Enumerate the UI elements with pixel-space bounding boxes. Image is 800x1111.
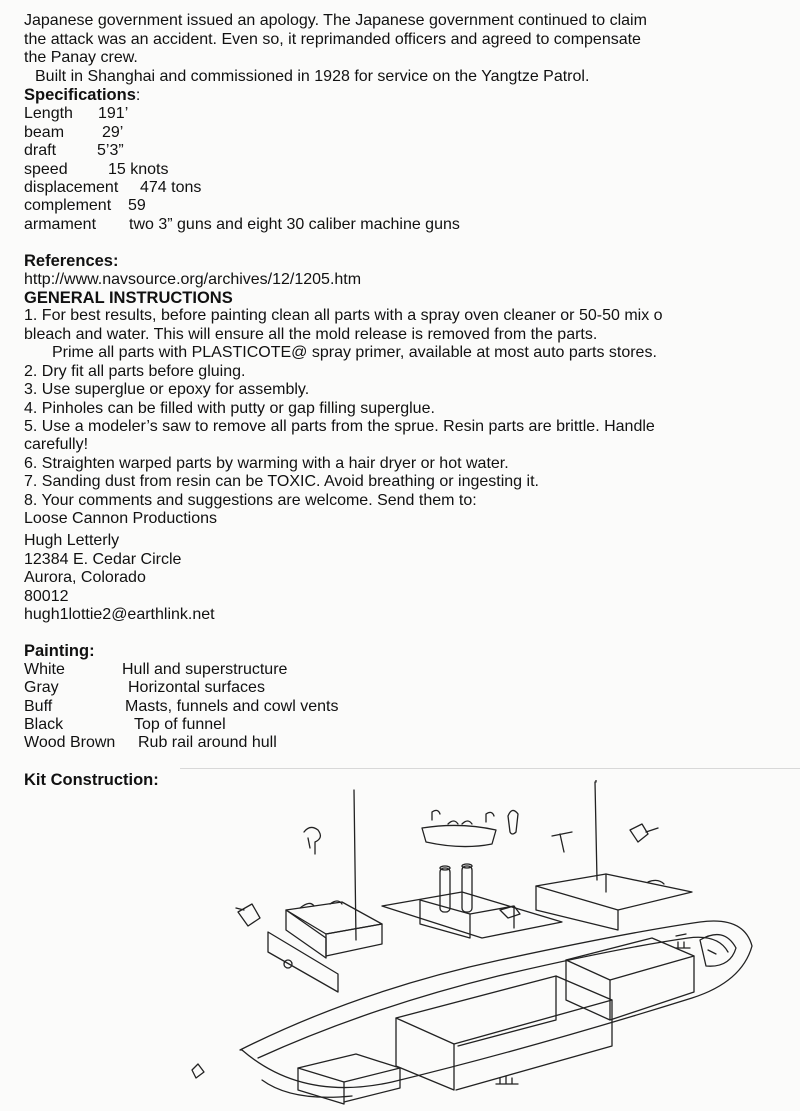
- spec-value: 15 knots: [108, 160, 169, 178]
- painting-heading: Painting:: [24, 642, 95, 661]
- crane-part: [508, 810, 518, 834]
- instruction-line: 6. Straighten warped parts by warming with a hair dryer or hot water.: [24, 454, 509, 472]
- paint-area: Top of funnel: [134, 716, 226, 733]
- specifications-section: [24, 86, 794, 234]
- davit-part: [552, 832, 572, 852]
- intro-line-4: Built in Shanghai and commissioned in 1928 for service on the Yangtze Patrol.: [35, 67, 590, 85]
- spec-key: displacement: [24, 179, 119, 197]
- paint-color: Buff: [24, 697, 53, 715]
- general-instructions-heading: GENERAL INSTRUCTIONS: [24, 289, 233, 308]
- references-heading: References:: [24, 252, 119, 271]
- spec-key: draft: [24, 142, 57, 160]
- kit-construction-heading: Kit Construction:: [24, 770, 159, 789]
- intro-line-2: the attack was an accident. Even so, it reprimanded officers and agreed to compensate: [24, 30, 641, 48]
- spec-key: beam: [24, 123, 65, 141]
- contact-block: [24, 510, 794, 624]
- mast-left: [354, 790, 356, 940]
- spec-value: 474 tons: [140, 179, 202, 197]
- spec-row-length: [24, 105, 794, 123]
- paint-row-buff: [24, 698, 794, 716]
- specifications-colon: :: [135, 87, 141, 104]
- specifications-heading: Specifications: [24, 86, 136, 104]
- spec-value: 191’: [98, 105, 129, 123]
- references-section: [24, 252, 794, 289]
- spec-row-beam: [24, 124, 794, 142]
- paint-area: Rub rail around hull: [138, 734, 277, 752]
- spec-value: 5’3”: [97, 142, 124, 160]
- instruction-line: 3. Use superglue or epoxy for assembly.: [24, 381, 310, 399]
- instruction-line: 7. Sanding dust from resin can be TOXIC. Avoid breathing or ingesting it.: [24, 473, 539, 491]
- spec-row-complement: [24, 197, 794, 215]
- intro-line-1: Japanese government issued an apology. The Japanese government continued to claim: [24, 12, 647, 29]
- instruction-line: 4. Pinholes can be filled with putty or gap filling superglue.: [24, 399, 435, 417]
- searchlight-part: [630, 824, 658, 842]
- instruction-line: 5. Use a modeler’s saw to remove all parts from the sprue. Resin parts are brittle. Handle: [24, 417, 655, 435]
- paint-row-white: [24, 661, 794, 679]
- painting-section: [24, 642, 794, 752]
- spec-key: speed: [24, 160, 68, 178]
- lifeboat-part: [422, 810, 496, 846]
- ship-construction-drawing: [0, 780, 800, 1111]
- references-url[interactable]: http://www.navsource.org/archives/12/1205.htm: [24, 270, 362, 288]
- spec-key: Length: [24, 105, 73, 123]
- intro-paragraph: [24, 12, 794, 86]
- paint-area: Hull and superstructure: [122, 660, 288, 678]
- spec-row-draft: [24, 142, 794, 160]
- spec-value: 29’: [102, 123, 124, 141]
- paint-area: Masts, funnels and cowl vents: [125, 697, 339, 715]
- contact-company: Loose Cannon Productions: [24, 509, 218, 527]
- instruction-line: Prime all parts with PLASTICOTE@ spray primer, available at most auto parts stores.: [52, 344, 657, 362]
- general-instructions-section: [24, 289, 794, 510]
- paint-color: White: [24, 660, 65, 678]
- paint-row-gray: [24, 679, 794, 697]
- paint-area: Horizontal surfaces: [128, 679, 265, 697]
- spec-row-displacement: [24, 179, 794, 197]
- vent-part-left: [236, 904, 260, 926]
- contact-email[interactable]: hugh1lottie2@earthlink.net: [24, 605, 215, 623]
- spec-value: two 3” guns and eight 30 caliber machine guns: [129, 215, 460, 233]
- hull-part: [240, 921, 752, 1104]
- spec-row-armament: [24, 216, 794, 234]
- contact-name: Hugh Letterly: [24, 532, 120, 550]
- instruction-line: 8. Your comments and suggestions are welcome. Send them to:: [24, 491, 477, 509]
- instruction-line: 2. Dry fit all parts before gluing.: [24, 362, 246, 380]
- document-page: [24, 12, 794, 789]
- instruction-line: bleach and water. This will ensure all the mold release is removed from the parts.: [24, 325, 598, 343]
- scan-divider-line: [180, 768, 800, 769]
- mast-right: [595, 782, 597, 880]
- paint-row-black: [24, 716, 794, 734]
- paint-color: Wood Brown: [24, 734, 116, 752]
- forward-deckhouse-part: [268, 901, 382, 992]
- contact-street: 12384 E. Cedar Circle: [24, 550, 182, 568]
- cowl-vent-part: [304, 827, 320, 854]
- scan-mark: [192, 1064, 204, 1078]
- paint-color: Black: [24, 716, 64, 733]
- spec-value: 59: [128, 197, 146, 215]
- contact-city: Aurora, Colorado: [24, 569, 146, 587]
- contact-zip: 80012: [24, 587, 69, 605]
- midship-deck-part: [382, 864, 562, 938]
- instruction-line: 1. For best results, before painting clean all parts with a spray oven cleaner or 50-50 mix o: [24, 307, 663, 325]
- spec-key: complement: [24, 197, 112, 215]
- spec-key: armament: [24, 215, 97, 233]
- instruction-line: carefully!: [24, 436, 89, 454]
- specifications-heading-line: [24, 86, 794, 105]
- paint-color: Gray: [24, 679, 59, 697]
- paint-row-wood-brown: [24, 734, 794, 752]
- intro-line-3: the Panay crew.: [24, 49, 138, 66]
- spec-row-speed: [24, 161, 794, 179]
